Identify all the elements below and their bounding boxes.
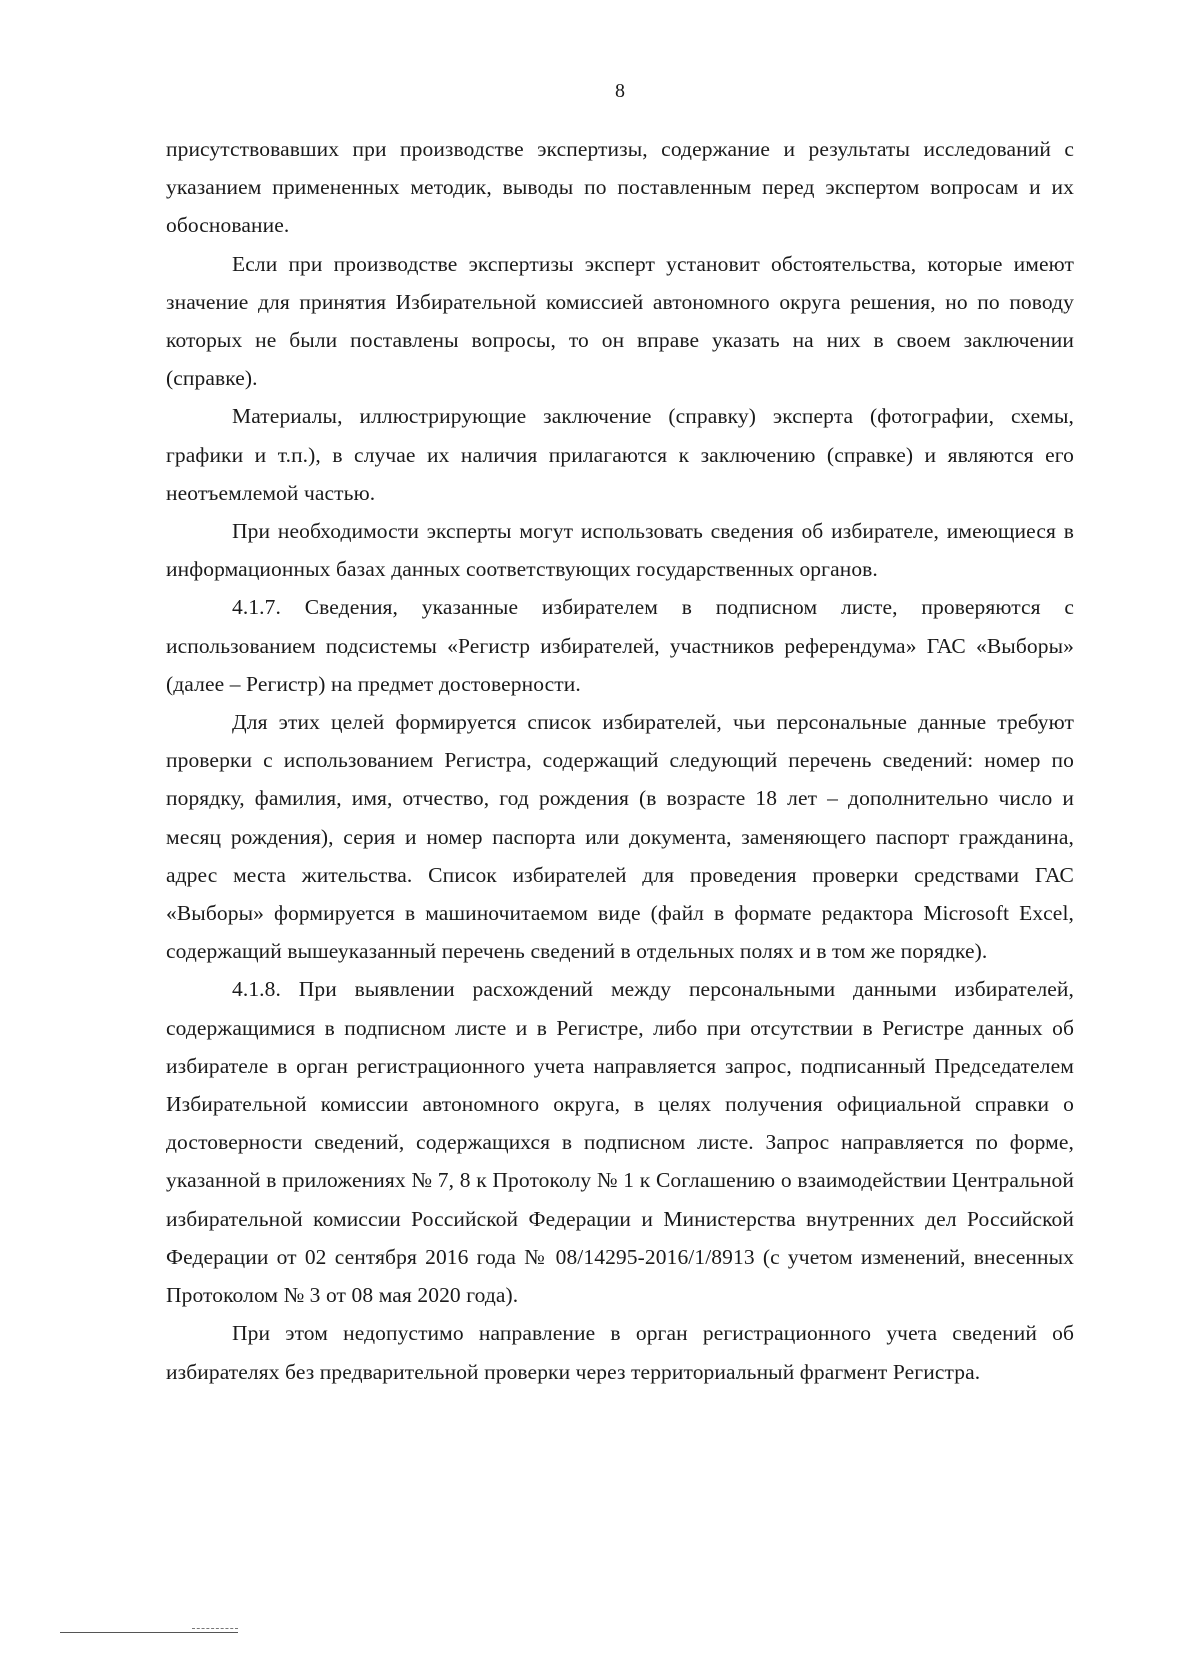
footer-divider-dash	[192, 1628, 238, 1629]
paragraph-continuation: присутствовавших при производстве экспертизы, содержание и результаты исследований с указанием примененных методик, выводы по поставленным перед экспертом вопросам и их обоснование.	[166, 137, 1074, 238]
paragraph: При этом недопустимо направление в орган регистрационного учета сведений об избирателях без предварительной проверки через территориальный фрагмент Регистра.	[166, 1321, 1074, 1384]
paragraph: При необходимости эксперты могут использовать сведения об избирателе, имеющиеся в информационных базах данных соответствующих государственных органов.	[166, 519, 1074, 582]
paragraph-section-4-1-7: 4.1.7. Сведения, указанные избирателем в подписном листе, проверяются с использованием подсистемы «Регистр избирателей, участников референдума» ГАС «Выборы» (далее – Регистр) на предмет достоверности.	[166, 595, 1074, 696]
page-number: 8	[615, 80, 625, 102]
footer-divider	[60, 1632, 238, 1633]
paragraph: Если при производстве экспертизы эксперт установит обстоятельства, которые имеют значение для принятия Избирательной комиссией автономного округа решения, но по поводу которых не были поставлены вопросы, то он вправе указать на них в своем заключении (справке).	[166, 251, 1074, 391]
document-body	[166, 130, 1074, 1391]
paragraph: Материалы, иллюстрирующие заключение (справку) эксперта (фотографии, схемы, графики и т.п.), в случае их наличия прилагаются к заключению (справке) и являются его неотъемлемой частью.	[166, 404, 1074, 505]
paragraph: Для этих целей формируется список избирателей, чьи персональные данные требуют проверки с использованием Регистра, содержащий следующий перечень сведений: номер по порядку, фамилия, имя, отчество, год рождения (в возрасте 18 лет – дополнительно число и месяц рождения), серия и номер паспорта или документа, заменяющего паспорт гражданина, адрес места жительства. Список избирателей для проведения проверки средствами ГАС «Выборы» формируется в машиночитаемом виде (файл в формате редактора Microsoft Excel, содержащий вышеуказанный перечень сведений в отдельных полях и в том же порядке).	[166, 710, 1074, 964]
paragraph-section-4-1-8: 4.1.8. При выявлении расхождений между персональными данными избирателей, содержащимися в подписном листе и в Регистре, либо при отсутствии в Регистре данных об избирателе в орган регистрационного учета направляется запрос, подписанный Председателем Избирательной комиссии автономного округа, в целях получения официальной справки о достоверности сведений, содержащихся в подписном листе. Запрос направляется по форме, указанной в приложениях № 7, 8 к Протоколу № 1 к Соглашению о взаимодействии Центральной избирательной комиссии Российской Федерации и Министерства внутренних дел Российской Федерации от 02 сентября 2016 года № 08/14295-2016/1/8913 (с учетом изменений, внесенных Протоколом № 3 от 08 мая 2020 года).	[166, 977, 1074, 1308]
